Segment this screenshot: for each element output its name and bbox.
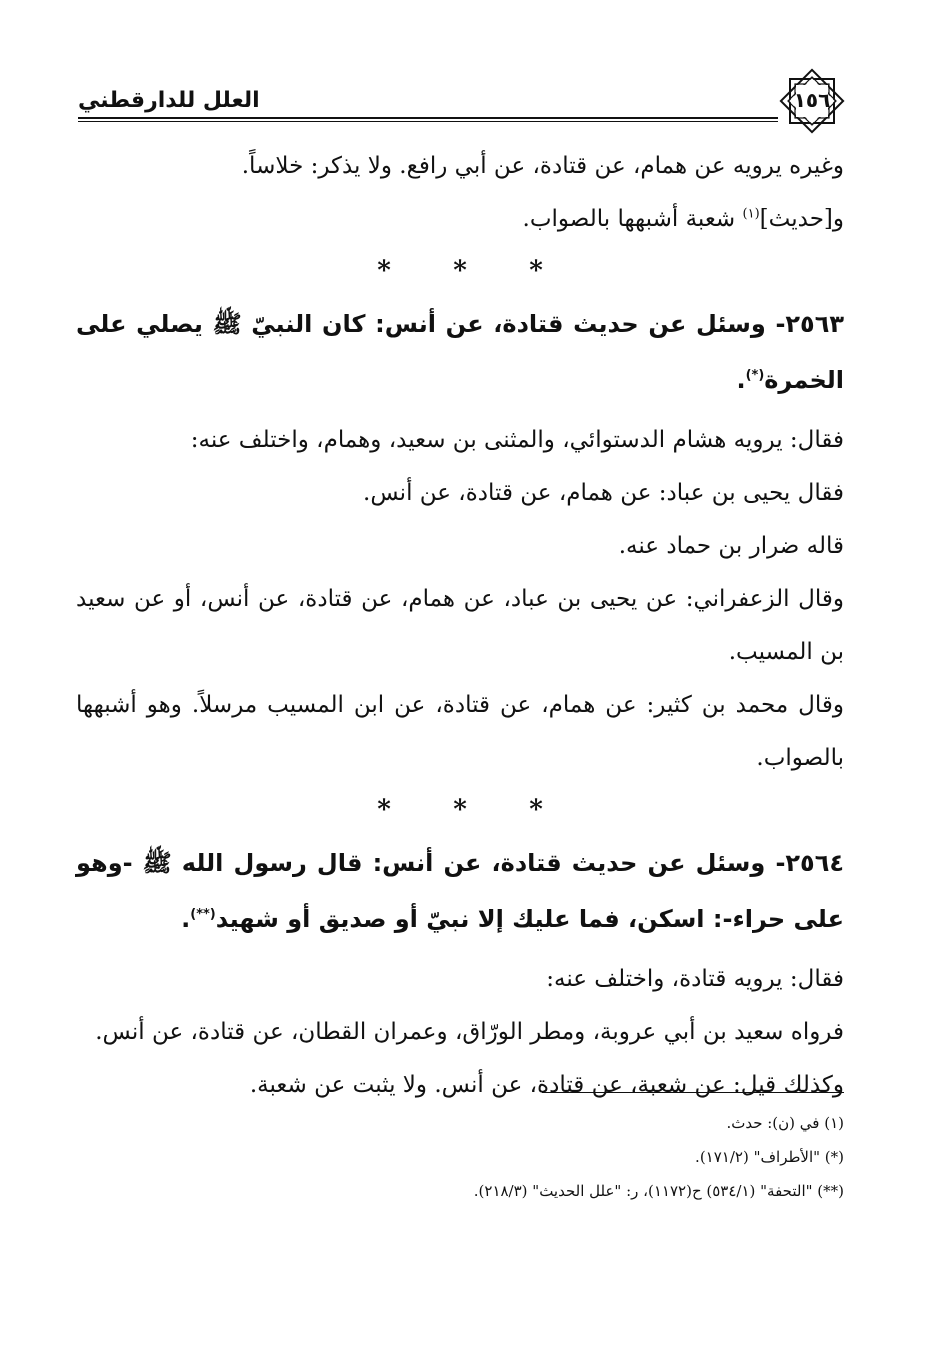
running-title: العلل للدارقطني [78, 88, 260, 113]
footnote: (*) "الأطراف" (١٧١/٢). [695, 1148, 844, 1166]
separator-star: * [529, 795, 543, 825]
paragraph-text: و[حديث] [759, 206, 844, 232]
paragraph: وغيره يرويه عن همام، عن قتادة، عن أبي رافع. ولا يذكر: خلاساً. [241, 153, 844, 179]
entry-heading [76, 835, 844, 947]
footnote-ref: (١) [742, 206, 760, 222]
separator-star: * [529, 256, 543, 286]
separator-star: * [453, 795, 467, 825]
paragraph: فقال: يرويه هشام الدستوائي، والمثنى بن سعيد، وهمام، واختلف عنه: [190, 427, 844, 453]
paragraph: وقال الزعفراني: عن يحيى بن عباد، عن همام، عن قتادة، عن أنس، أو عن سعيد بن المسيب. [76, 586, 844, 665]
footnotes [300, 1106, 844, 1208]
paragraph: وقال محمد بن كثير: عن همام، عن قتادة، عن ابن المسيب مرسلاً. وهو أشبهها بالصواب. [76, 692, 844, 771]
footnote-ref: (**) [190, 907, 216, 922]
separator-star: * [377, 795, 391, 825]
paragraph: فقال: يرويه قتادة، واختلف عنه: [546, 966, 844, 992]
heading-text: ٢٥٦٤- وسئل عن حديث قتادة، عن أنس: قال رسول الله ﷺ -وهو على حراء-: اسكن، فما عليك إلا نبيّ أو صديق أو شهيد [76, 849, 844, 933]
heading-end: . [736, 366, 746, 394]
page-header [78, 68, 850, 134]
paragraph [76, 193, 844, 246]
page-number-badge [777, 68, 847, 134]
page-number: ١٥٦ [793, 88, 831, 112]
heading-end: . [181, 905, 191, 933]
header-rule [78, 117, 778, 122]
separator-star: * [453, 256, 467, 286]
separator-star: * [377, 256, 391, 286]
paragraph-text: شعبة أشبهها بالصواب. [522, 206, 743, 232]
paragraph: فقال يحيى بن عباد: عن همام، عن قتادة، عن أنس. [363, 480, 844, 506]
footnote-rule [542, 1092, 844, 1093]
page-body [76, 140, 844, 1112]
footnote: (١) في (ن): حدث. [726, 1114, 844, 1132]
paragraph: فرواه سعيد بن أبي عروبة، ومطر الورّاق، وعمران القطان، عن قتادة، عن أنس. [95, 1019, 844, 1045]
section-separator [76, 785, 844, 835]
paragraph: وكذلك قيل: عن شعبة، عن قتادة، عن أنس. ولا يثبت عن شعبة. [249, 1072, 844, 1098]
section-separator [76, 246, 844, 296]
heading-text: ٢٥٦٣- وسئل عن حديث قتادة، عن أنس: كان النبيّ ﷺ يصلي على الخمرة [76, 310, 844, 394]
paragraph: قاله ضرار بن حماد عنه. [618, 533, 844, 559]
entry-heading [76, 296, 844, 408]
footnote-ref: (*) [745, 368, 765, 383]
footnote: (**) "التحفة" (٥٣٤/١) ح(١١٧٢)، ر: "علل الحديث" (٢١٨/٣). [473, 1182, 844, 1200]
